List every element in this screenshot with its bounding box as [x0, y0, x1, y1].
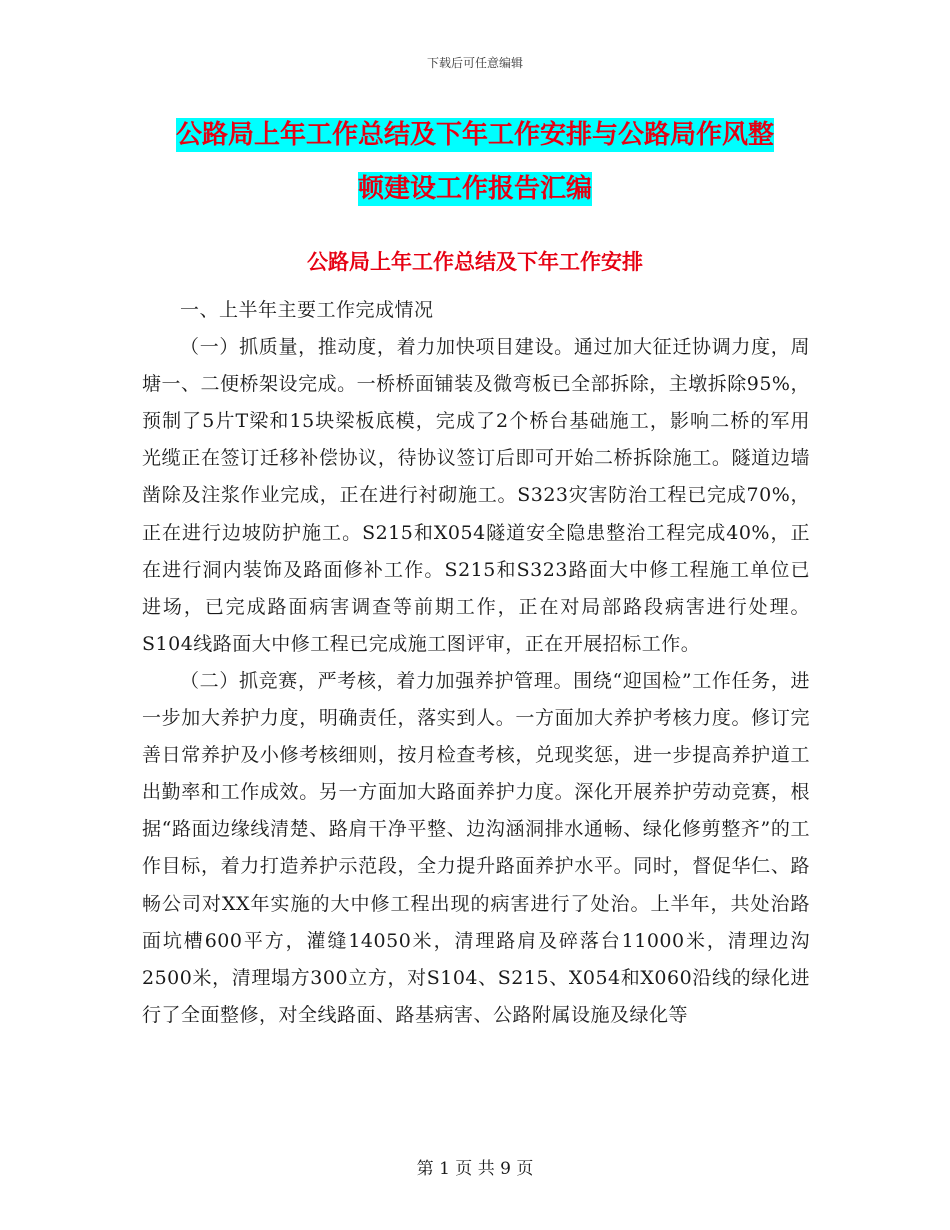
- document-body: [142, 292, 810, 1034]
- body-paragraph: （一）抓质量，推动度，着力加快项目建设。通过加大征迁协调力度，周塘一、二便桥架设完成。一桥桥面铺装及微弯板已全部拆除，主墩拆除95%，预制了5片T梁和15块梁板底模，完成了2个桥台基础施工，影响二桥的军用光缆正在签订迁移补偿协议，待协议签订后即可开始二桥拆除施工。隧道边墙凿除及注浆作业完成，正在进行衬砌施工。S323灾害防治工程已完成70%，正在进行边坡防护施工。S215和X054隧道安全隐患整治工程完成40%，正在进行洞内装饰及路面修补工作。S215和S323路面大中修工程施工单位已进场，已完成路面病害调查等前期工作，正在对局部路段病害进行处理。S104线路面大中修工程已完成施工图评审，正在开展招标工作。: [142, 336, 810, 655]
- document-title-line-2: 顿建设工作报告汇编: [357, 174, 592, 204]
- page-header-note: 下载后可任意编辑: [426, 56, 523, 70]
- heading-paragraph: 一、上半年主要工作完成情况: [180, 299, 434, 321]
- section-title: 公路局上年工作总结及下年工作安排: [307, 250, 643, 274]
- body-paragraph: （二）抓竞赛，严考核，着力加强养护管理。围绕“迎国检”工作任务，进一步加大养护力度，明确责任，落实到人。一方面加大养护考核力度。修订完善日常养护及小修考核细则，按月检查考核，兑现奖惩，进一步提高养护道工出勤率和工作成效。另一方面加大路面养护力度。深化开展养护劳动竞赛，根据“路面边缘线清楚、路肩干净平整、边沟涵洞排水通畅、绿化修剪整齐”的工作目标，着力打造养护示范段，全力提升路面养护水平。同时，督促华仁、路畅公司对XX年实施的大中修工程出现的病害进行了处治。上半年，共处治路面坑槽600平方，灌缝14050米，清理路肩及碎落台11000米，清理边沟2500米，清理塌方300立方，对S104、S215、X054和X060沿线的绿化进行了全面整修，对全线路面、路基病害、公路附属设施及绿化等: [142, 669, 810, 1026]
- page-number: 第 1 页 共 9 页: [416, 1159, 534, 1179]
- document-title-line-1: 公路局上年工作总结及下年工作安排与公路局作风整: [175, 120, 774, 150]
- document-title: [140, 108, 810, 216]
